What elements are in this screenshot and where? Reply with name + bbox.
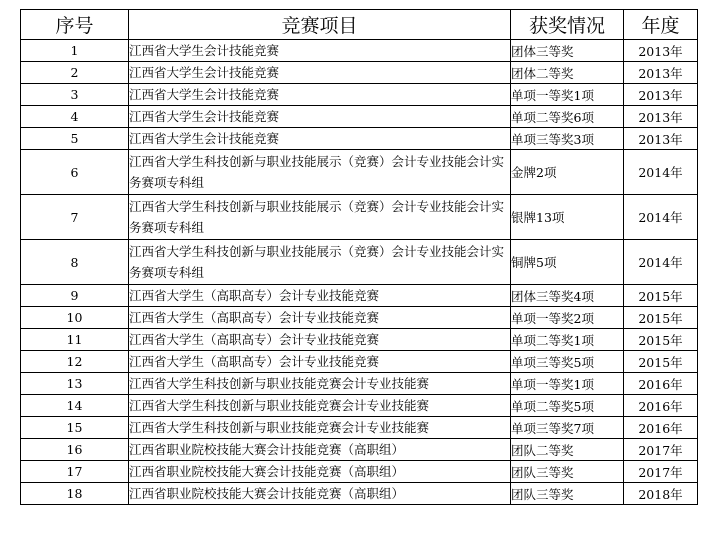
row-year: 2015年 [624,285,698,307]
row-year: 2014年 [624,150,698,195]
row-index: 2 [21,62,129,84]
row-award: 单项三等奖3项 [511,128,624,150]
row-index: 11 [21,329,129,351]
row-competition: 江西省大学生科技创新与职业技能竞赛会计专业技能赛 [129,373,511,395]
row-year: 2018年 [624,483,698,505]
table-row [21,150,698,195]
table-row [21,373,698,395]
row-year: 2016年 [624,373,698,395]
row-competition: 江西省大学生科技创新与职业技能竞赛会计专业技能赛 [129,395,511,417]
row-competition: 江西省大学生会计技能竞赛 [129,40,511,62]
row-competition: 江西省大学生科技创新与职业技能展示（竞赛）会计专业技能会计实务赛项专科组 [129,150,511,195]
row-award: 团体三等奖 [511,40,624,62]
row-competition: 江西省大学生科技创新与职业技能展示（竞赛）会计专业技能会计实务赛项专科组 [129,240,511,285]
row-award: 团队二等奖 [511,439,624,461]
row-competition: 江西省大学生（高职高专）会计专业技能竞赛 [129,329,511,351]
row-index: 13 [21,373,129,395]
row-index: 12 [21,351,129,373]
row-award: 团体三等奖4项 [511,285,624,307]
row-index: 1 [21,40,129,62]
row-year: 2013年 [624,106,698,128]
row-year: 2013年 [624,40,698,62]
row-award: 单项二等奖1项 [511,329,624,351]
row-index: 7 [21,195,129,240]
row-award: 单项一等奖1项 [511,373,624,395]
row-year: 2013年 [624,128,698,150]
row-year: 2016年 [624,417,698,439]
row-year: 2017年 [624,461,698,483]
row-index: 5 [21,128,129,150]
row-award: 单项三等奖7项 [511,417,624,439]
row-index: 14 [21,395,129,417]
row-year: 2015年 [624,307,698,329]
row-award: 银牌13项 [511,195,624,240]
header-award: 获奖情况 [511,10,624,40]
row-year: 2015年 [624,351,698,373]
row-competition: 江西省职业院校技能大赛会计技能竞赛（高职组） [129,461,511,483]
row-award: 团队三等奖 [511,461,624,483]
header-year: 年度 [624,10,698,40]
row-competition: 江西省职业院校技能大赛会计技能竞赛（高职组） [129,483,511,505]
row-award: 团队三等奖 [511,483,624,505]
row-year: 2013年 [624,84,698,106]
table-row [21,307,698,329]
row-index: 6 [21,150,129,195]
row-award: 团体二等奖 [511,62,624,84]
row-index: 4 [21,106,129,128]
row-index: 17 [21,461,129,483]
table-row [21,483,698,505]
table-row [21,417,698,439]
row-competition: 江西省大学生会计技能竞赛 [129,128,511,150]
row-index: 3 [21,84,129,106]
table-row [21,84,698,106]
row-index: 15 [21,417,129,439]
row-competition: 江西省大学生会计技能竞赛 [129,62,511,84]
row-competition: 江西省大学生科技创新与职业技能展示（竞赛）会计专业技能会计实务赛项专科组 [129,195,511,240]
row-year: 2014年 [624,240,698,285]
row-award: 单项二等奖5项 [511,395,624,417]
table-row [21,351,698,373]
header-competition: 竞赛项目 [129,10,511,40]
row-index: 10 [21,307,129,329]
table-row [21,329,698,351]
table-row [21,40,698,62]
header-index: 序号 [21,10,129,40]
row-competition: 江西省大学生（高职高专）会计专业技能竞赛 [129,307,511,329]
row-competition: 江西省大学生（高职高专）会计专业技能竞赛 [129,285,511,307]
row-index: 16 [21,439,129,461]
table-row [21,439,698,461]
row-year: 2016年 [624,395,698,417]
row-year: 2017年 [624,439,698,461]
row-award: 单项二等奖6项 [511,106,624,128]
row-competition: 江西省职业院校技能大赛会计技能竞赛（高职组） [129,439,511,461]
table-row [21,395,698,417]
row-award: 单项一等奖1项 [511,84,624,106]
table-row [21,128,698,150]
row-year: 2014年 [624,195,698,240]
row-index: 8 [21,240,129,285]
header-row [21,10,698,40]
row-competition: 江西省大学生会计技能竞赛 [129,84,511,106]
table-row [21,106,698,128]
row-award: 金牌2项 [511,150,624,195]
row-index: 9 [21,285,129,307]
table-row [21,285,698,307]
row-award: 铜牌5项 [511,240,624,285]
row-award: 单项三等奖5项 [511,351,624,373]
table-row [21,461,698,483]
row-index: 18 [21,483,129,505]
row-year: 2013年 [624,62,698,84]
table-row [21,195,698,240]
row-competition: 江西省大学生科技创新与职业技能竞赛会计专业技能赛 [129,417,511,439]
row-year: 2015年 [624,329,698,351]
row-competition: 江西省大学生（高职高专）会计专业技能竞赛 [129,351,511,373]
table-row [21,62,698,84]
awards-table [20,9,698,505]
row-competition: 江西省大学生会计技能竞赛 [129,106,511,128]
table-row [21,240,698,285]
row-award: 单项一等奖2项 [511,307,624,329]
